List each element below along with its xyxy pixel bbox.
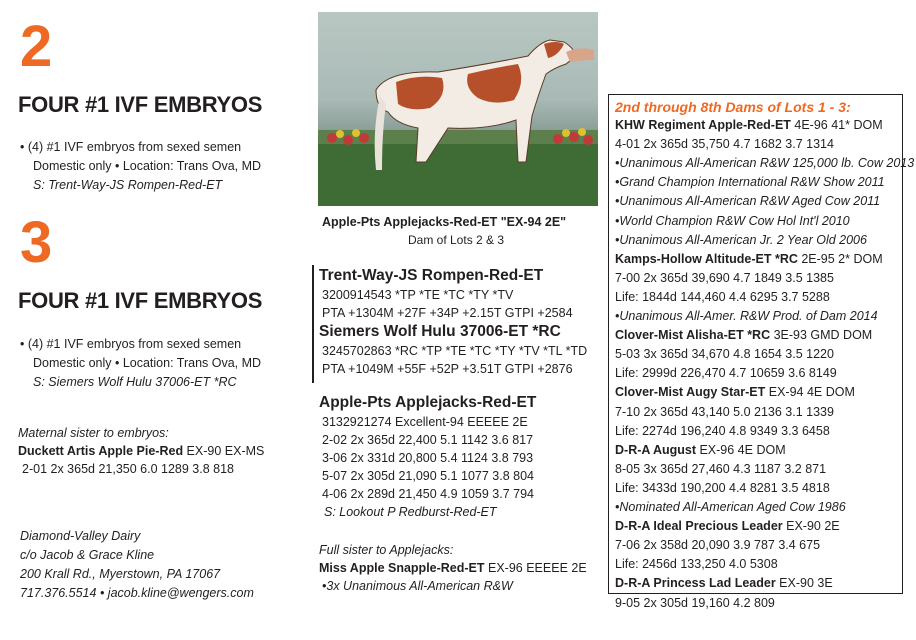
pedigree-dam-score: EX-94 4E DOM [765,385,855,400]
pedigree-record: 4-01 2x 365d 35,750 4.7 1682 3.7 1314 [615,137,834,152]
pedigree-record: 7-10 2x 365d 43,140 5.0 2136 3.1 1339 [615,404,834,419]
fullsister-name: Miss Apple Snapple-Red-ET [319,561,485,575]
pedigree-achievement: •World Champion R&W Cow Hol Int'l 2010 [615,213,850,228]
pedigree-dam-line [609,574,902,593]
pedigree-record: 7-00 2x 365d 39,690 4.7 1849 3.5 1385 [615,270,834,285]
pedigree-record: 7-06 2x 358d 20,090 3.9 787 3.4 675 [615,538,821,553]
fullsister-note: •3x Unanimous All-American R&W [322,579,513,593]
pedigree-dam-score: 3E-93 GMD DOM [770,328,873,343]
sire-1-codes: 3200914543 *TP *TE *TC *TY *TV [322,288,514,302]
fullsister-score: EX-96 EEEEE 2E [484,561,587,575]
dam-sire: S: Lookout P Redburst-Red-ET [324,505,497,519]
photo-subcaption: Dam of Lots 2 & 3 [408,233,505,247]
pedigree-achievement: •Unanimous All-American R&W 125,000 lb. Cow 2013 [615,156,915,171]
pedigree-record: Life: 2999d 226,470 4.7 10659 3.6 8149 [615,366,837,381]
pedigree-achievement: •Unanimous All-American Jr. 2 Year Old 2006 [615,232,867,247]
dam-registration: 3132921274 Excellent-94 EEEEE 2E [322,415,528,429]
pedigree-dam-score: 4E-96 41* DOM [790,118,883,132]
pedigree-dam-line [609,250,902,269]
contact-owners: c/o Jacob & Grace Kline [20,548,155,562]
pedigree-record: 5-03 3x 365d 34,670 4.8 1654 3.5 1220 [615,347,834,362]
pedigree-record: Life: 2456d 133,250 4.0 5308 [615,557,778,572]
sire-2-name: Siemers Wolf Hulu 37006-ET *RC [319,323,561,340]
lot-2-number: 2 [20,14,53,79]
pedigree-dam-line [609,517,902,536]
lot-3-heading: FOUR #1 IVF EMBRYOS [18,288,263,313]
pedigree-dam-name: Kamps-Hollow Altitude-ET *RC [615,251,798,266]
pedigree-record: Life: 1844d 144,460 4.4 6295 3.7 5288 [615,289,830,304]
dam-name: Apple-Pts Applejacks-Red-ET [319,394,537,411]
contact-phone-email: 717.376.5514 • jacob.kline@wengers.com [20,586,254,600]
lot-2-line-2: Domestic only • Location: Trans Ova, MD [33,159,262,173]
pedigree-dam-line [609,441,902,460]
pedigree-dam-line [609,383,902,402]
fullsister [319,559,587,578]
sire-1-pta: PTA +1304M +27F +34P +2.15T GTPI +2584 [322,306,573,320]
lot-3-number: 3 [20,210,53,275]
pedigree-achievement: •Unanimous All-Amer. R&W Prod. of Dam 2014 [615,309,878,323]
sire-2-pta: PTA +1049M +55F +52P +3.51T GTPI +2876 [322,362,573,376]
pedigree-dam-score: EX-96 4E DOM [696,442,786,457]
pedigree-dam-name: Clover-Mist Augy Star-ET [615,385,766,400]
sire-1-name: Trent-Way-JS Rompen-Red-ET [319,267,544,284]
lot-2-sire: S: Trent-Way-JS Rompen-Red-ET [33,178,223,192]
pedigree-dam-score: 2E-95 2* DOM [797,251,883,266]
contact-address: 200 Krall Rd., Myerstown, PA 17067 [20,567,221,581]
maternal-intro: Maternal sister to embryos: [18,426,169,440]
pedigree-dam-name: KHW Regiment Apple-Red-ET [615,118,791,132]
pedigree-achievement: •Unanimous All-American R&W Aged Cow 2011 [615,194,881,209]
cow-photo [318,12,598,206]
maternal-name: Duckett Artis Apple Pie-Red [18,444,184,458]
maternal-record: 2-01 2x 365d 21,350 6.0 1289 3.8 818 [22,462,234,476]
dam-record: 2-02 2x 365d 22,400 5.1 1142 3.6 817 [322,433,534,447]
contact-dairy: Diamond-Valley Dairy [20,529,141,543]
dam-record: 3-06 2x 331d 20,800 5.4 1124 3.8 793 [322,451,534,465]
photo-caption: Apple-Pts Applejacks-Red-ET "EX-94 2E" [322,215,567,229]
pedigree-record: 9-05 2x 305d 19,160 4.2 809 [615,595,775,610]
lot-2-line-1: • (4) #1 IVF embryos from sexed semen [20,140,242,154]
lot-3-line-2: Domestic only • Location: Trans Ova, MD [33,356,262,370]
sire-divider [312,265,314,383]
pedigree-record: Life: 2274d 196,240 4.8 9349 3.3 6458 [615,423,830,438]
pedigree-box [608,94,915,610]
dam-record: 4-06 2x 289d 21,450 4.9 1059 3.7 794 [322,487,534,501]
fullsister-intro: Full sister to Applejacks: [319,543,454,557]
pedigree-dam-line [609,326,902,345]
pedigree-dam-name: Clover-Mist Alisha-ET *RC [615,328,771,343]
lot-3-line-1: • (4) #1 IVF embryos from sexed semen [20,337,242,351]
pedigree-dam-name: D-R-A August [615,442,696,457]
pedigree-dam-name: D-R-A Princess Lad Leader [615,576,776,591]
cow-illustration [318,12,598,206]
pedigree-record: 8-05 3x 365d 27,460 4.3 1187 3.2 871 [615,461,827,476]
pedigree-title: 2nd through 8th Dams of Lots 1 - 3: [615,99,851,115]
pedigree-dam-name: D-R-A Ideal Precious Leader [615,519,783,534]
maternal-sister [18,442,264,461]
pedigree-achievement: •Grand Champion International R&W Show 2011 [615,175,885,190]
pedigree-dam-score: EX-90 3E [775,576,833,591]
sire-2-codes: 3245702863 *RC *TP *TE *TC *TY *TV *TL *TD [322,344,588,358]
pedigree-dam-line [609,116,902,135]
pedigree-achievement: •Nominated All-American Aged Cow 1986 [615,500,846,514]
lot-3-sire: S: Siemers Wolf Hulu 37006-ET *RC [33,375,237,389]
pedigree-record: Life: 3433d 190,200 4.4 8281 3.5 4818 [615,480,830,495]
maternal-score: EX-90 EX-MS [183,444,265,458]
pedigree-dam-score: EX-90 2E [782,519,840,534]
dam-record: 5-07 2x 305d 21,090 5.1 1077 3.8 804 [322,469,534,483]
lot-2-heading: FOUR #1 IVF EMBRYOS [18,92,263,117]
